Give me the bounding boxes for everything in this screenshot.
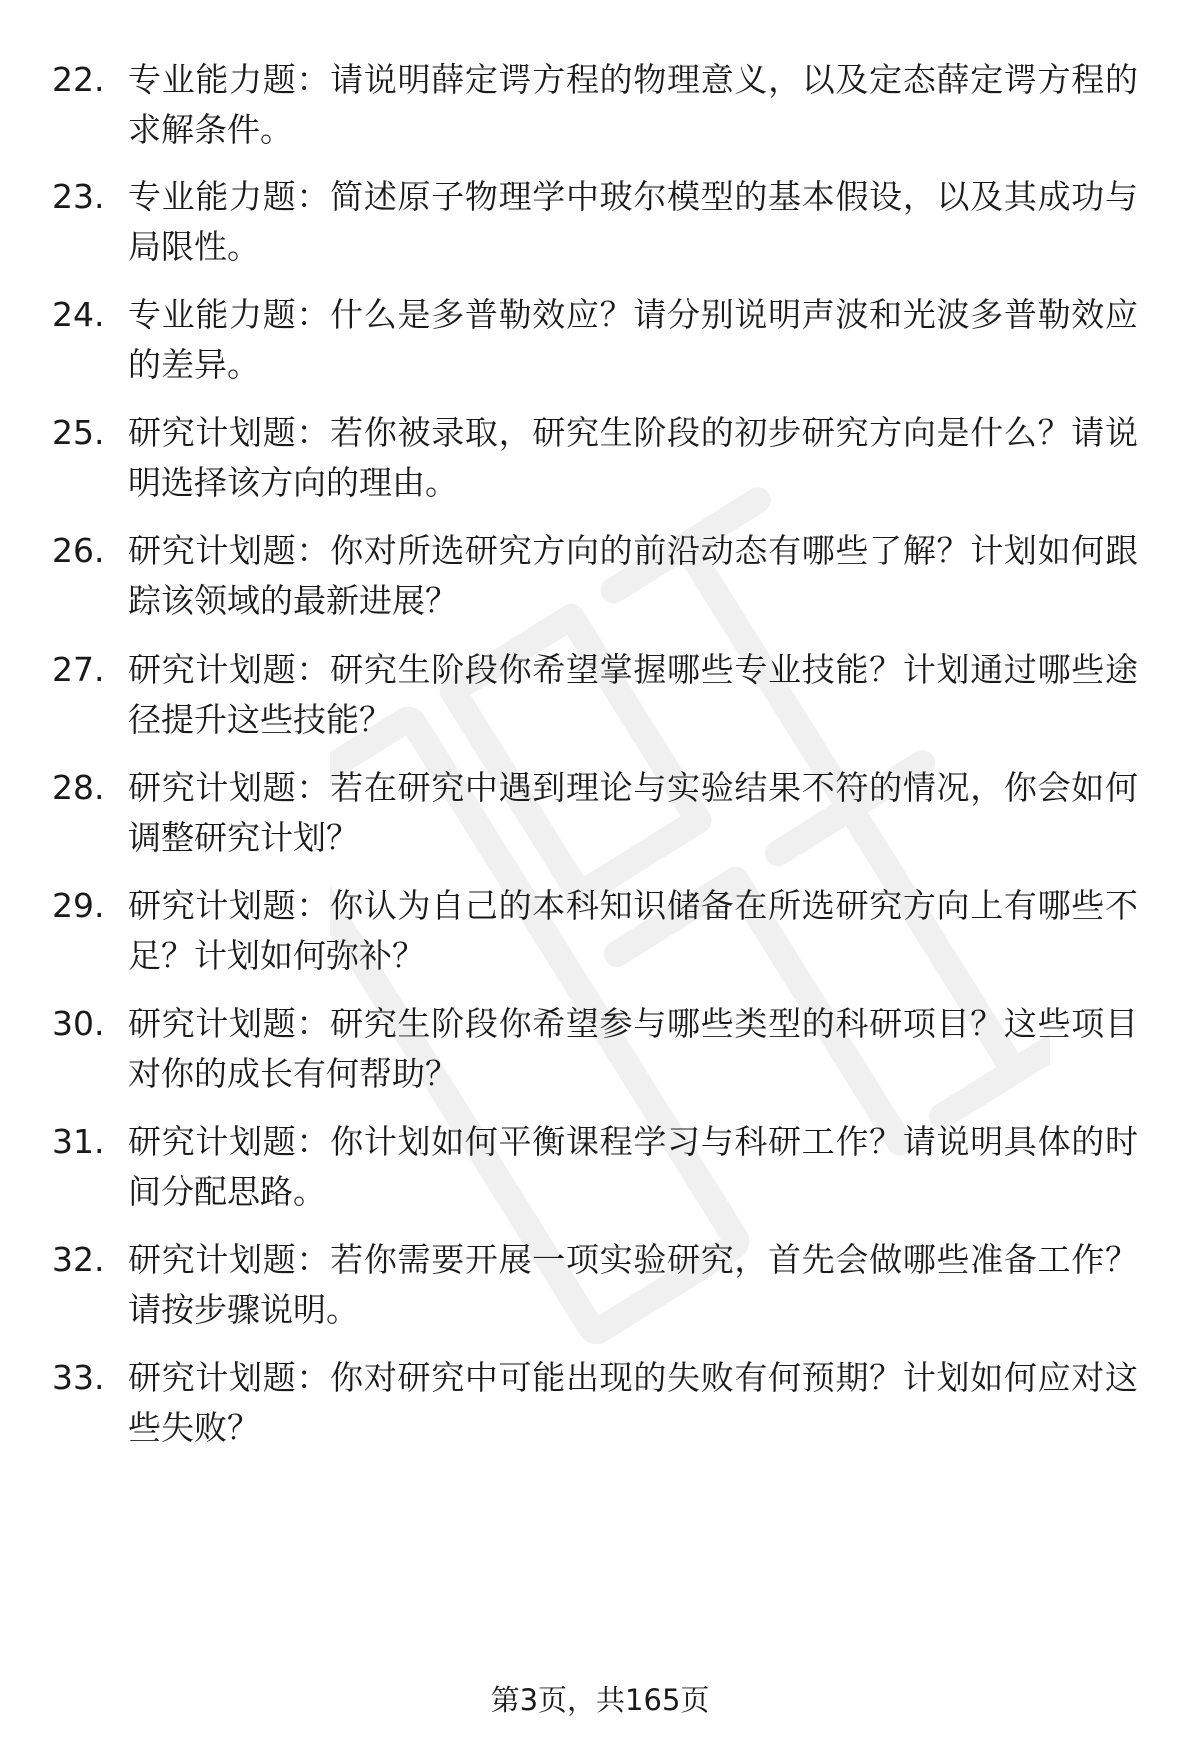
question-number: 29.: [52, 886, 105, 925]
question-text: 研究计划题：研究生阶段你希望掌握哪些专业技能？计划通过哪些途径提升这些技能？: [128, 650, 1138, 739]
question-text: 研究计划题：若在研究中遇到理论与实验结果不符的情况，你会如何调整研究计划？: [128, 768, 1138, 857]
question-item: [0, 645, 1200, 755]
question-text: 研究计划题：你对研究中可能出现的失败有何预期？计划如何应对这些失败？: [128, 1358, 1138, 1447]
question-number: 25.: [52, 413, 105, 452]
question-item: [0, 172, 1200, 282]
question-item: [0, 1235, 1200, 1345]
question-item: [0, 408, 1200, 518]
question-number: 31.: [52, 1122, 105, 1161]
question-text: 研究计划题：你对所选研究方向的前沿动态有哪些了解？计划如何跟踪该领域的最新进展？: [128, 531, 1138, 620]
question-item: [0, 763, 1200, 873]
question-text: 专业能力题：请说明薛定谔方程的物理意义，以及定态薛定谔方程的求解条件。: [128, 60, 1138, 149]
question-item: [0, 290, 1200, 400]
question-text: 研究计划题：若你需要开展一项实验研究，首先会做哪些准备工作？请按步骤说明。: [128, 1240, 1138, 1329]
question-number: 33.: [52, 1358, 105, 1397]
question-number: 27.: [52, 650, 105, 689]
question-number: 23.: [52, 177, 105, 216]
question-item: [0, 1353, 1200, 1463]
question-text: 研究计划题：研究生阶段你希望参与哪些类型的科研项目？这些项目对你的成长有何帮助？: [128, 1004, 1138, 1093]
question-number: 30.: [52, 1004, 105, 1043]
question-number: 28.: [52, 768, 105, 807]
question-number: 26.: [52, 531, 105, 570]
question-number: 22.: [52, 60, 105, 99]
question-text: 专业能力题：简述原子物理学中玻尔模型的基本假设，以及其成功与局限性。: [128, 177, 1138, 266]
question-item: [0, 881, 1200, 991]
question-number: 24.: [52, 295, 105, 334]
question-text: 专业能力题：什么是多普勒效应？请分别说明声波和光波多普勒效应的差异。: [128, 295, 1138, 384]
question-text: 研究计划题：若你被录取，研究生阶段的初步研究方向是什么？请说明选择该方向的理由。: [128, 413, 1138, 502]
question-item: [0, 1117, 1200, 1227]
question-number: 32.: [52, 1240, 105, 1279]
question-item: [0, 55, 1200, 165]
page-footer: 第3页，共165页: [490, 1683, 710, 1717]
question-item: [0, 526, 1200, 636]
question-text: 研究计划题：你计划如何平衡课程学习与科研工作？请说明具体的时间分配思路。: [128, 1122, 1138, 1211]
question-text: 研究计划题：你认为自己的本科知识储备在所选研究方向上有哪些不足？计划如何弥补？: [128, 886, 1138, 975]
question-item: [0, 999, 1200, 1109]
